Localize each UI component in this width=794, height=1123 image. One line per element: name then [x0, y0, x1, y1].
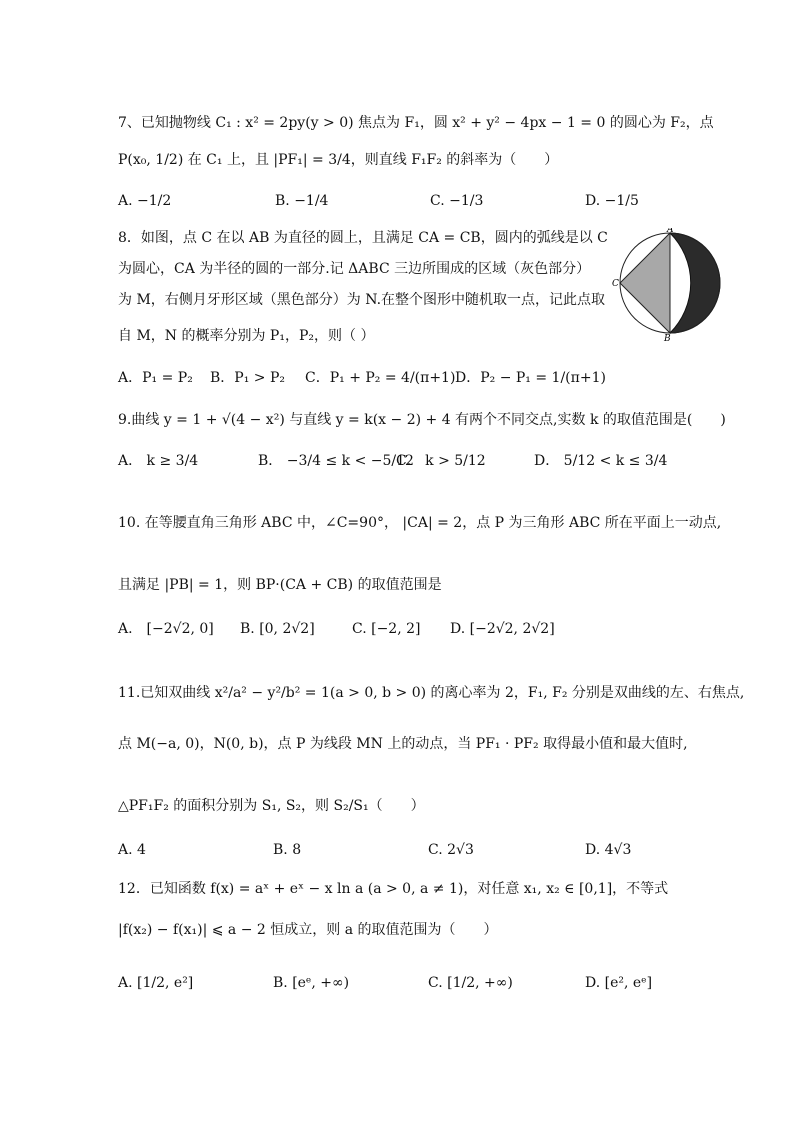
q10-line1: 10. 在等腰直角三角形 ABC 中，∠C=90°， |CA| = 2，点 P 为三角形 ABC 所在平面上一动点, [118, 515, 722, 531]
q12-line1: 12．已知函数 f(x) = aˣ + eˣ − x ln a (a > 0, a ≠ 1)，对任意 x₁, x₂ ∈ [0,1]，不等式 [118, 881, 669, 897]
q11-option-c: C. 2√3 [428, 842, 474, 858]
black-crescent-region [670, 233, 720, 333]
q12-option-b: B. [eᵉ, +∞) [273, 975, 350, 991]
q11-option-d: D. 4√3 [585, 842, 632, 858]
q12-option-a: A. [1/2, e²] [118, 975, 194, 991]
q11-line1: 11.已知双曲线 x²/a² − y²/b² = 1(a > 0, b > 0) 的离心率为 2，F₁, F₂ 分别是双曲线的左、右焦点, [118, 685, 745, 701]
label-a: A [667, 228, 674, 235]
q9-option-c: C． k > 5/12 [396, 453, 486, 469]
q7-line1: 7、已知抛物线 C₁ : x² = 2py(y > 0) 焦点为 F₁，圆 x² + y² − 4px − 1 = 0 的圆心为 F₂，点 [118, 115, 714, 131]
q10-option-d: D. [−2√2, 2√2] [450, 621, 555, 637]
q8-figure [612, 228, 732, 342]
q12-option-c: C. [1/2, +∞) [428, 975, 513, 991]
q11-option-a: A. 4 [118, 842, 146, 858]
q8-option-b: B．P₁ > P₂ [210, 370, 285, 386]
q8-line4: 自 M，N 的概率分别为 P₁，P₂，则（ ） [118, 328, 375, 344]
q7-option-b: B. −1/4 [275, 193, 329, 209]
q8-option-c: C．P₁ + P₂ = 4/(π+1) [305, 370, 456, 386]
q7-option-d: D. −1/5 [585, 193, 639, 209]
q7-option-c: C. −1/3 [430, 193, 484, 209]
q9-option-d: D． 5/12 < k ≤ 3/4 [534, 453, 668, 469]
q8-option-d: D．P₂ − P₁ = 1/(π+1) [455, 370, 606, 386]
label-b: B [664, 334, 671, 342]
q7-line2: P(x₀, 1/2) 在 C₁ 上，且 |PF₁| = 3/4，则直线 F₁F₂ 的斜率为（ ） [118, 152, 559, 168]
q11-option-b: B. 8 [273, 842, 302, 858]
q10-option-a: A. [−2√2, 0] [118, 621, 214, 637]
q8-option-a: A．P₁ = P₂ [118, 370, 193, 386]
q12-option-d: D. [e², eᵉ] [585, 975, 653, 991]
q10-line2: 且满足 |PB| = 1，则 BP·(CA + CB) 的取值范围是 [118, 577, 442, 593]
q8-line1: 8．如图，点 C 在以 AB 为直径的圆上，且满足 CA = CB，圆内的弧线是以 C [118, 230, 608, 246]
q9-line1: 9.曲线 y = 1 + √(4 − x²) 与直线 y = k(x − 2) + 4 有两个不同交点,实数 k 的取值范围是( ) [118, 412, 726, 428]
circle-moon-diagram [612, 228, 732, 342]
q10-option-c: C. [−2, 2] [352, 621, 421, 637]
gray-triangle-region [620, 233, 670, 333]
q8-line2: 为圆心，CA 为半径的圆的一部分.记 ΔABC 三边所围成的区域（灰色部分） [118, 261, 591, 277]
q9-option-a: A． k ≥ 3/4 [118, 453, 199, 469]
q11-line3: △PF₁F₂ 的面积分别为 S₁, S₂，则 S₂/S₁（ ） [118, 798, 425, 814]
label-c: C [612, 279, 619, 289]
q7-option-a: A. −1/2 [118, 193, 172, 209]
q12-line2: |f(x₂) − f(x₁)| ⩽ a − 2 恒成立，则 a 的取值范围为（ ） [118, 922, 498, 938]
q11-line2: 点 M(−a, 0)，N(0, b)，点 P 为线段 MN 上的动点，当 PF₁ · PF₂ 取得最小值和最大值时, [118, 736, 688, 752]
q8-line3: 为 M，右侧月牙形区域（黑色部分）为 N.在整个图形中随机取一点，记此点取 [118, 292, 606, 308]
q10-option-b: B. [0, 2√2] [240, 621, 315, 637]
q9-option-b: B． −3/4 ≤ k < −5/12 [258, 453, 414, 469]
